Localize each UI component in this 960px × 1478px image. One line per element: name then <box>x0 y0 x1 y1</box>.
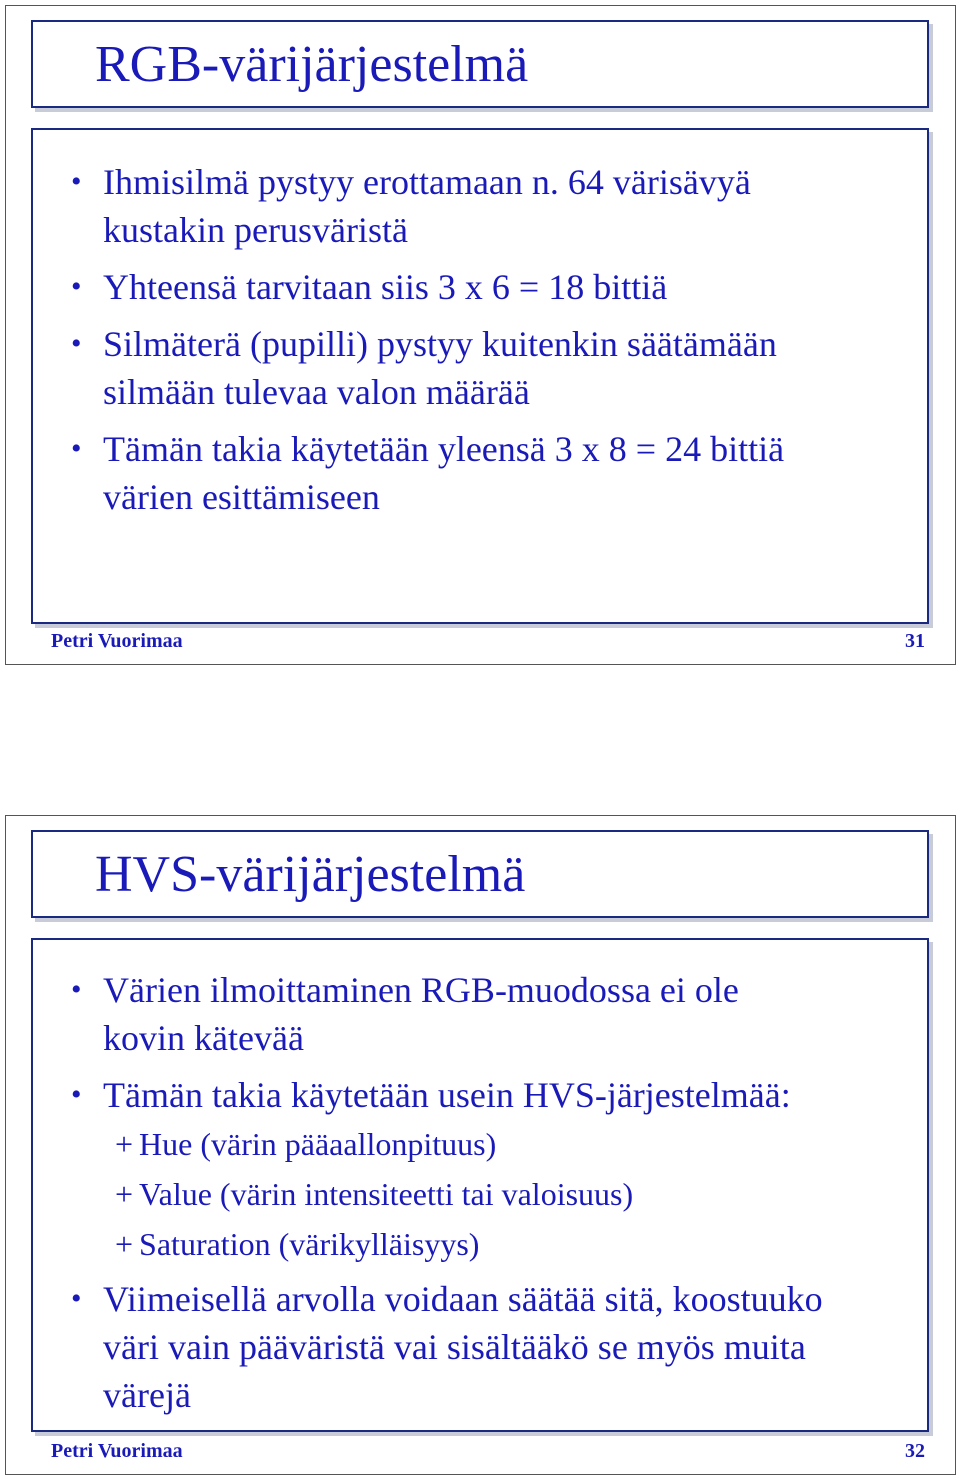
bullet-list <box>33 966 927 1419</box>
bullet-text: kustakin perusväristä <box>103 210 408 250</box>
footer-author: Petri Vuorimaa <box>51 1440 183 1462</box>
bullet-text: silmään tulevaa valon määrää <box>103 372 530 412</box>
bullet-item <box>33 263 927 311</box>
bullet-text: väri vain pääväristä vai sisältääkö se myös muita <box>103 1327 806 1367</box>
sub-item <box>33 1119 927 1169</box>
bullet-text: Tämän takia käytetään usein HVS-järjestelmää: <box>103 1075 791 1115</box>
bullet-continuation <box>33 1014 927 1062</box>
slide-title: HVS-värijärjestelmä <box>95 846 526 903</box>
sub-item-text: Saturation (värikylläisyys) <box>139 1226 480 1262</box>
bullet-continuation <box>33 1371 927 1419</box>
page-number: 32 <box>905 1440 925 1462</box>
bullet-text: Yhteensä tarvitaan siis 3 x 6 = 18 bittiä <box>103 267 668 307</box>
bullet-item <box>33 966 927 1014</box>
bullet-text: kovin kätevää <box>103 1018 304 1058</box>
bullet-continuation <box>33 1323 927 1371</box>
slide-32 <box>5 815 956 1475</box>
slide-31 <box>5 5 956 665</box>
bullet-text: Tämän takia käytetään yleensä 3 x 8 = 24 bittiä <box>103 429 785 469</box>
slide-title-box <box>31 20 929 108</box>
slide-title: RGB-värijärjestelmä <box>95 36 529 93</box>
sub-item <box>33 1169 927 1219</box>
slide-title-box <box>31 830 929 918</box>
slide-content-box <box>31 938 929 1432</box>
bullet-continuation <box>33 473 927 521</box>
sub-marker: + <box>115 1126 134 1162</box>
bullet-text: värien esittämiseen <box>103 477 380 517</box>
slide-content-box <box>31 128 929 624</box>
bullet-text: Viimeisellä arvolla voidaan säätää sitä, koostuuko <box>103 1279 823 1319</box>
bullet-item <box>33 425 927 473</box>
footer-author: Petri Vuorimaa <box>51 630 183 652</box>
sub-marker: + <box>115 1226 134 1262</box>
bullet-continuation <box>33 206 927 254</box>
bullet-item <box>33 158 927 206</box>
bullet-item <box>33 320 927 368</box>
bullet-item <box>33 1275 927 1323</box>
bullet-text: Silmäterä (pupilli) pystyy kuitenkin säätämään <box>103 324 777 364</box>
bullet-text: värejä <box>103 1375 191 1415</box>
sub-item-text: Hue (värin pääaallonpituus) <box>139 1126 497 1162</box>
bullet-text: Värien ilmoittaminen RGB-muodossa ei ole <box>103 970 739 1010</box>
bullet-list <box>33 158 927 521</box>
page-number: 31 <box>905 630 925 652</box>
sub-item-text: Value (värin intensiteetti tai valoisuus) <box>139 1176 634 1212</box>
bullet-continuation <box>33 368 927 416</box>
bullet-item <box>33 1071 927 1119</box>
bullet-text: Ihmisilmä pystyy erottamaan n. 64 värisävyä <box>103 162 751 202</box>
sub-marker: + <box>115 1176 134 1212</box>
sub-item <box>33 1219 927 1269</box>
